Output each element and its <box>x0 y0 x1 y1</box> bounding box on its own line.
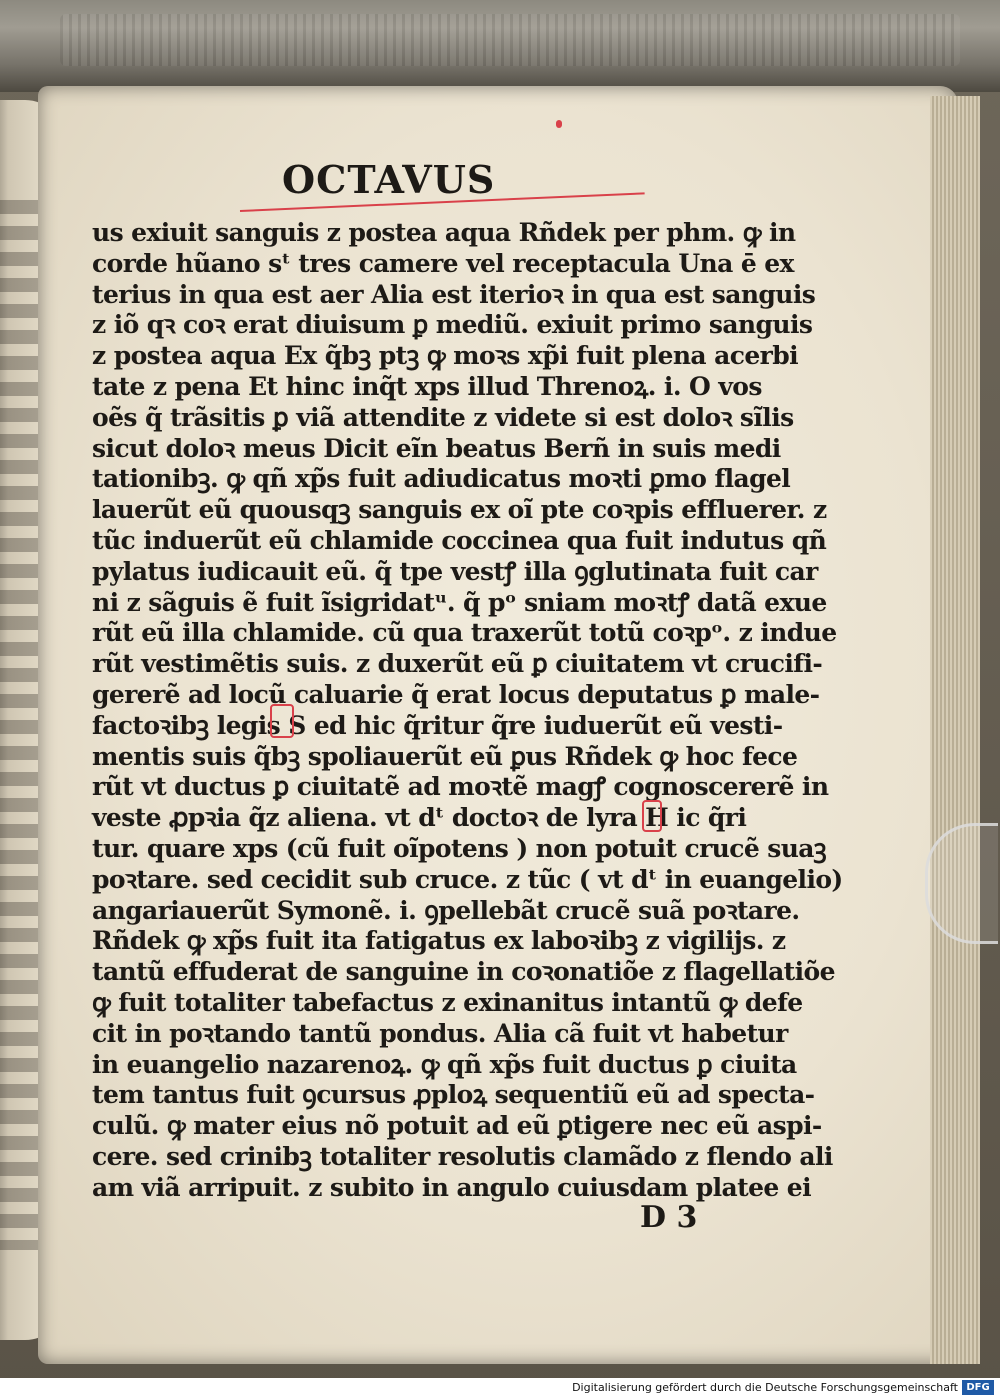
text-line: z postea aqua Ex q̃bꝫ ptꝫ ꝙ moꝛs xp̃i fuit plena acerbi <box>92 341 798 371</box>
text-line: us exiuit sanguis z postea aqua Rñdek per phm. ꝙ in <box>92 218 796 247</box>
text-line: z iõ qꝛ coꝛ erat diuisum ꝑ mediũ. exiuit primo sanguis <box>92 310 813 340</box>
text-line: mentis suis q̃bꝫ spoliauerũt eũ ꝑus Rñdek ꝙ hoc fece <box>92 741 798 771</box>
text-line: cit in poꝛtando tantũ pondus. Alia cã fuit vt habetur <box>92 1018 788 1048</box>
text-line: terius in qua est aer Alia est iterioꝛ in qua est sanguis <box>92 279 816 309</box>
text-line: pylatus iudicauit eũ. q̃ tpe vestꝭ illa ꝯglutinata fuit car <box>92 556 818 586</box>
dfg-logo: DFG <box>962 1380 994 1395</box>
book-top-edge-texture <box>60 14 960 66</box>
text-line: in euangelio nazarenoꝝ. ꝙ qñ xp̃s fuit ductus ꝑ ciuita <box>92 1049 797 1079</box>
rubric-mark <box>270 704 294 738</box>
text-line: tem tantus fuit ꝯcursus ꝓploꝝ sequentiũ eũ ad specta- <box>92 1080 815 1110</box>
text-line: tantũ effuderat de sanguine in coꝛonatiõe z flagellatiõe <box>92 957 835 987</box>
text-line: factoꝛibꝫ legis S ed hic q̃ritur q̃re iuduerũt eũ vesti- <box>92 710 783 740</box>
text-line: am viã arripuit. z subito in angulo cuiusdam platee ei <box>92 1172 811 1202</box>
text-line: Rñdek ꝙ xp̃s fuit ita fatigatus ex laboꝛibꝫ z vigilijs. z <box>92 926 786 956</box>
text-line: sicut doloꝛ meus Dicit eĩn beatus Berñ in suis medi <box>92 433 781 463</box>
text-line: cere. sed crinibꝫ totaliter resolutis clamãdo z flendo ali <box>92 1142 833 1171</box>
signature-mark: D 3 <box>640 1200 698 1235</box>
text-line: tate z pena Et hinc inq̃t xps illud Threnoꝝ. i. O vos <box>92 372 762 401</box>
text-line: gererẽ ad locũ caluarie q̃ erat locus deputatus ꝑ male- <box>92 680 820 709</box>
text-line: tur. quare xps (cũ fuit oĩpotens ) non potuit crucẽ suaꝫ <box>92 834 827 863</box>
running-head: OCTAVUS <box>282 157 496 202</box>
text-line: tationibꝫ. ꝙ qñ xp̃s fuit adiudicatus moꝛti ꝑmo flagel <box>92 464 791 494</box>
page-fore-edge <box>930 96 980 1364</box>
text-line: ni z sãguis ẽ fuit ĩsigridatᵘ. q̃ pᵒ sniam moꝛtꝭ datã exue <box>92 587 827 617</box>
text-line: tũc induerũt eũ chlamide coccinea qua fuit indutus qñ <box>92 526 827 555</box>
text-line: angariauerũt Symonẽ. i. ꝯpellebãt crucẽ suã poꝛtare. <box>92 895 800 925</box>
text-line: oẽs q̃ trãsitis ꝑ viã attendite z videte si est doloꝛ sĩlis <box>92 402 794 432</box>
rubric-dot <box>556 120 562 128</box>
page-clip <box>925 823 998 944</box>
text-line: ꝙ fuit totaliter tabefactus z exinanitus intantũ ꝙ defe <box>92 988 803 1017</box>
text-line: veste ꝓpꝛia q̃z aliena. vt dᵗ doctoꝛ de lyra H ic q̃ri <box>92 803 747 833</box>
text-line: lauerũt eũ quousqꝫ sanguis ex oĩ pte coꝛpis effluerer. z <box>92 495 827 525</box>
text-line: rũt vestimẽtis suis. z duxerũt eũ ꝑ ciuitatem vt crucifi- <box>92 649 823 679</box>
text-line: culũ. ꝙ mater eius nõ potuit ad eũ ꝑtigere nec eũ aspi- <box>92 1111 822 1141</box>
text-line: poꝛtare. sed cecidit sub cruce. z tũc ( vt dᵗ in euangelio) <box>92 864 843 894</box>
rubric-mark <box>642 800 662 832</box>
text-line: rũt eũ illa chlamide. cũ qua traxerũt totũ coꝛpᵒ. z indue <box>92 618 837 648</box>
footer-credit: Digitalisierung gefördert durch die Deutsche Forschungsgemeinschaft <box>572 1381 958 1394</box>
book-top-edge <box>0 0 1000 92</box>
text-line: rũt vt ductus ꝑ ciuitatẽ ad moꝛtẽ magꝭ cognoscererẽ in <box>92 772 829 802</box>
text-line: corde hũano sᵗ tres camere vel receptacula Una ē ex <box>92 248 794 278</box>
